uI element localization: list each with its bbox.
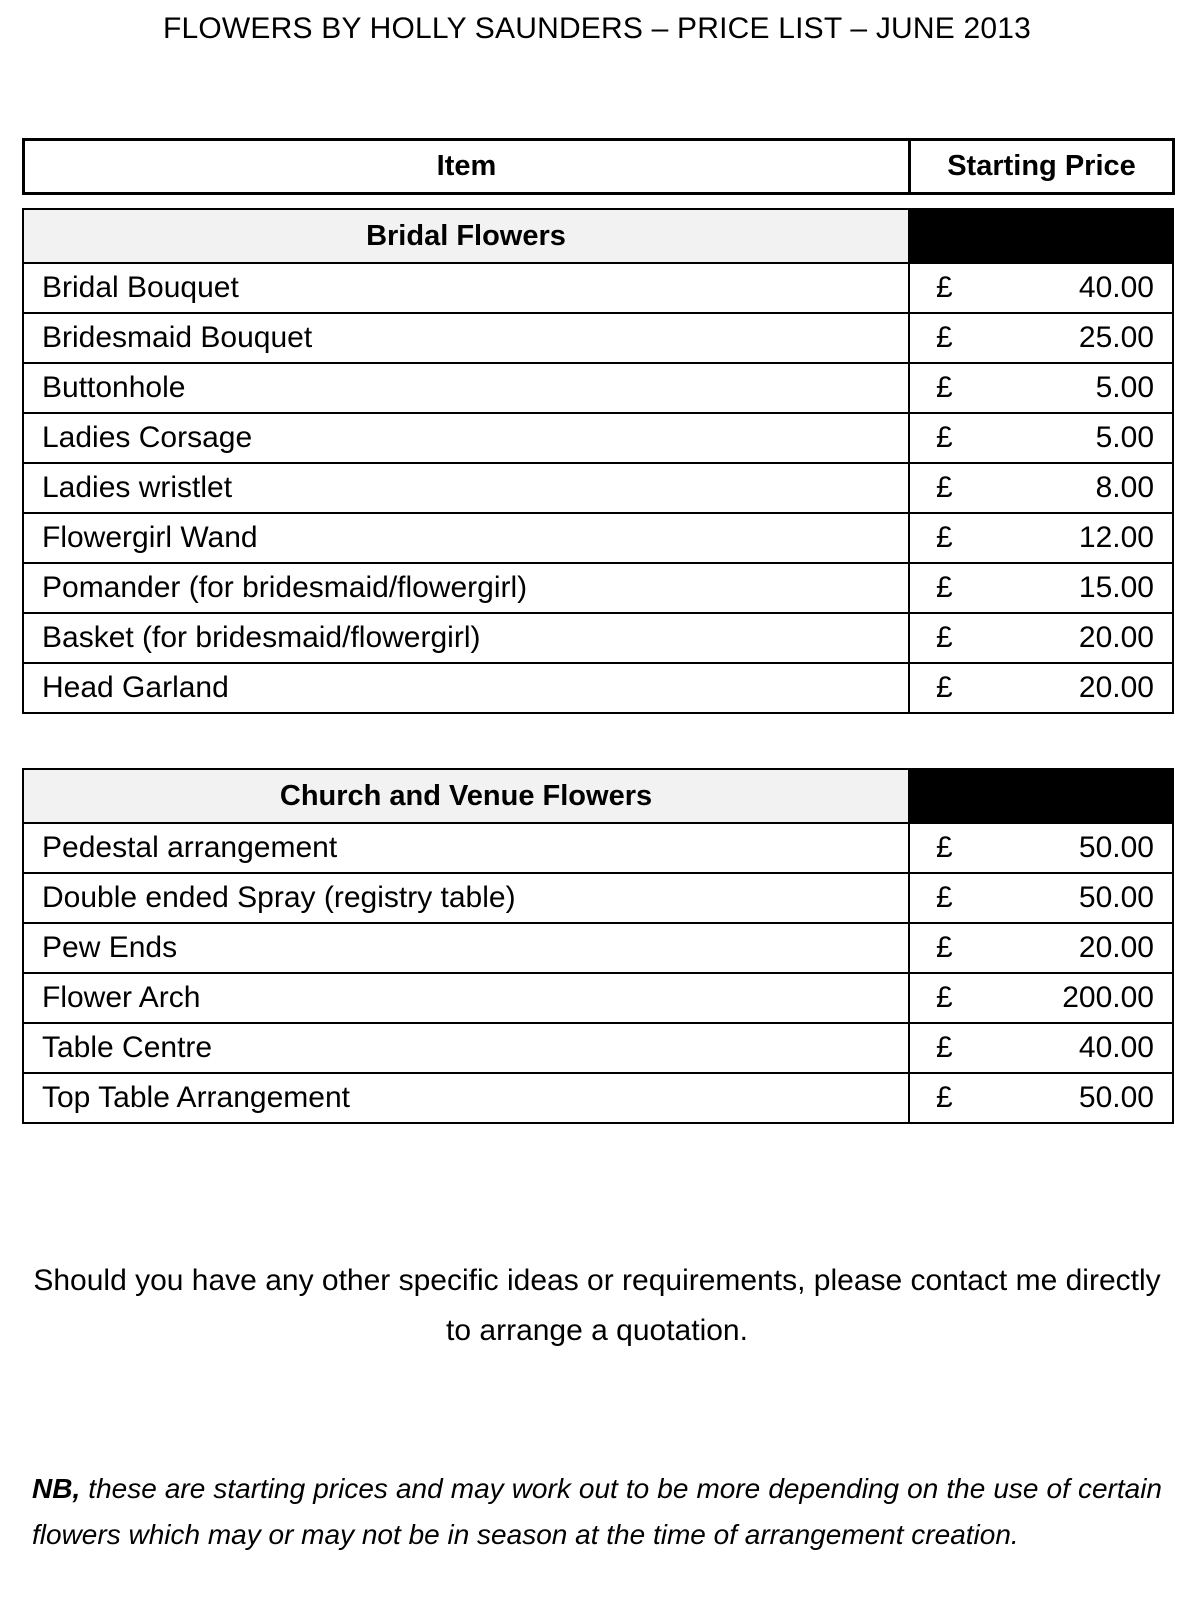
price-value: 5.00: [1095, 421, 1154, 454]
price-list-header: [22, 138, 1175, 195]
item-name: Table Centre: [23, 1023, 909, 1073]
bridal-section-heading: Bridal Flowers: [23, 209, 909, 263]
contact-note: Should you have any other specific ideas or requirements, please contact me directly to arrange a quotation.: [33, 1264, 1161, 1347]
currency-symbol: £: [936, 571, 953, 604]
currency-symbol: £: [936, 621, 953, 654]
price-value: 50.00: [1078, 1081, 1154, 1114]
item-name: Ladies wristlet: [23, 463, 909, 513]
price-value: 40.00: [1078, 271, 1154, 304]
table-row: [23, 923, 1173, 973]
price-value: 20.00: [1078, 931, 1154, 964]
price-value: 5.00: [1095, 371, 1154, 404]
item-price-cell: [909, 1073, 1173, 1123]
price-value: 8.00: [1095, 471, 1154, 504]
church-section-heading: Church and Venue Flowers: [23, 769, 909, 823]
bridal-section-price-filler: [909, 209, 1173, 263]
item-price-cell: [909, 513, 1173, 563]
currency-symbol: £: [936, 521, 953, 554]
table-row: [23, 1073, 1173, 1123]
price-value: 15.00: [1078, 571, 1154, 604]
price-value: 50.00: [1078, 881, 1154, 914]
item-name: Double ended Spray (registry table): [23, 873, 909, 923]
item-name: Flowergirl Wand: [23, 513, 909, 563]
currency-symbol: £: [936, 931, 953, 964]
item-price-cell: [909, 1023, 1173, 1073]
church-venue-flowers-table: [22, 768, 1174, 1124]
price-value: 12.00: [1078, 521, 1154, 554]
nb-text: these are starting prices and may work out to be more depending on the use of certain flowers which may or may not be in season at the time of arrangement creation.: [32, 1473, 1162, 1550]
item-name: Ladies Corsage: [23, 413, 909, 463]
table-row: [23, 563, 1173, 613]
price-value: 200.00: [1062, 981, 1154, 1014]
item-price-cell: [909, 663, 1173, 713]
currency-symbol: £: [936, 371, 953, 404]
currency-symbol: £: [936, 1031, 953, 1064]
item-price-cell: [909, 923, 1173, 973]
table-row: [23, 263, 1173, 313]
price-value: 20.00: [1078, 621, 1154, 654]
currency-symbol: £: [936, 421, 953, 454]
table-row: [23, 513, 1173, 563]
item-name: Head Garland: [23, 663, 909, 713]
item-price-cell: [909, 823, 1173, 873]
nb-note: [32, 1466, 1162, 1558]
price-value: 25.00: [1078, 321, 1154, 354]
item-price-cell: [909, 313, 1173, 363]
item-price-cell: [909, 463, 1173, 513]
table-row: [23, 413, 1173, 463]
page-title: FLOWERS BY HOLLY SAUNDERS – PRICE LIST – JUNE 2013: [162, 12, 1032, 45]
item-price-cell: [909, 413, 1173, 463]
item-price-cell: [909, 563, 1173, 613]
item-price-cell: [909, 263, 1173, 313]
table-row: [23, 613, 1173, 663]
item-name: Pomander (for bridesmaid/flowergirl): [23, 563, 909, 613]
item-price-cell: [909, 873, 1173, 923]
table-row: [23, 663, 1173, 713]
currency-symbol: £: [936, 831, 953, 864]
bridal-flowers-table: [22, 208, 1174, 714]
table-row: [23, 313, 1173, 363]
price-column-header: Starting Price: [910, 140, 1174, 194]
table-row: [23, 973, 1173, 1023]
currency-symbol: £: [936, 321, 953, 354]
item-price-cell: [909, 973, 1173, 1023]
church-section-price-filler: [909, 769, 1173, 823]
item-column-header: Item: [24, 140, 910, 194]
table-row: [23, 363, 1173, 413]
item-name: Buttonhole: [23, 363, 909, 413]
currency-symbol: £: [936, 981, 953, 1014]
currency-symbol: £: [936, 881, 953, 914]
price-value: 20.00: [1078, 671, 1154, 704]
table-row: [23, 1023, 1173, 1073]
item-name: Pedestal arrangement: [23, 823, 909, 873]
table-row: [23, 823, 1173, 873]
price-value: 50.00: [1078, 831, 1154, 864]
table-row: [23, 463, 1173, 513]
item-name: Top Table Arrangement: [23, 1073, 909, 1123]
item-name: Bridesmaid Bouquet: [23, 313, 909, 363]
currency-symbol: £: [936, 1081, 953, 1114]
item-name: Basket (for bridesmaid/flowergirl): [23, 613, 909, 663]
currency-symbol: £: [936, 471, 953, 504]
price-value: 40.00: [1078, 1031, 1154, 1064]
item-price-cell: [909, 363, 1173, 413]
item-name: Flower Arch: [23, 973, 909, 1023]
table-row: [23, 873, 1173, 923]
item-name: Pew Ends: [23, 923, 909, 973]
nb-lead: NB,: [32, 1473, 81, 1504]
currency-symbol: £: [936, 671, 953, 704]
item-name: Bridal Bouquet: [23, 263, 909, 313]
currency-symbol: £: [936, 271, 953, 304]
item-price-cell: [909, 613, 1173, 663]
